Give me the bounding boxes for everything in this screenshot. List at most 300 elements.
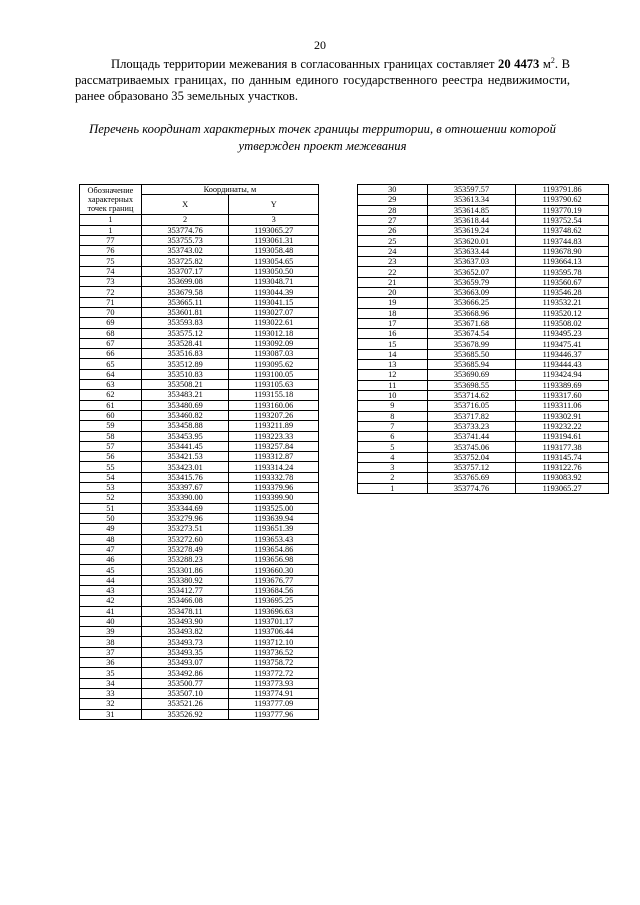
y-coordinate-cell: 1193653.43 — [229, 534, 319, 544]
x-coordinate-cell: 353725.82 — [141, 256, 229, 266]
table-row — [358, 267, 609, 277]
table-row — [358, 215, 609, 225]
x-coordinate-cell: 353493.73 — [141, 637, 229, 647]
point-id-cell: 70 — [80, 307, 142, 317]
y-coordinate-cell: 1193495.23 — [516, 329, 609, 339]
y-coordinate-cell: 1193736.52 — [229, 647, 319, 657]
point-id-cell: 14 — [358, 349, 428, 359]
table-row — [80, 637, 319, 647]
point-id-cell: 21 — [358, 277, 428, 287]
x-coordinate-cell: 353516.83 — [141, 349, 229, 359]
x-coordinate-cell: 353441.45 — [141, 441, 229, 451]
y-coordinate-cell: 1193744.83 — [516, 236, 609, 246]
table-row — [80, 328, 319, 338]
point-id-cell: 39 — [80, 627, 142, 637]
y-coordinate-cell: 1193145.74 — [516, 452, 609, 462]
y-coordinate-cell: 1193701.17 — [229, 616, 319, 626]
table-row — [80, 266, 319, 276]
table-row — [80, 441, 319, 451]
point-id-cell: 35 — [80, 668, 142, 678]
x-coordinate-cell: 353575.12 — [141, 328, 229, 338]
table-row — [358, 473, 609, 483]
point-id-cell: 52 — [80, 493, 142, 503]
x-coordinate-cell: 353478.11 — [141, 606, 229, 616]
header-y: Y — [229, 195, 319, 215]
y-coordinate-cell: 1193012.18 — [229, 328, 319, 338]
point-id-cell: 59 — [80, 421, 142, 431]
header-coordinates: Координаты, м — [141, 185, 318, 195]
table-row — [358, 308, 609, 318]
point-id-cell: 15 — [358, 339, 428, 349]
table-row — [80, 318, 319, 328]
x-coordinate-cell: 353668.96 — [427, 308, 516, 318]
x-coordinate-cell: 353458.88 — [141, 421, 229, 431]
table-row — [80, 390, 319, 400]
point-id-cell: 55 — [80, 462, 142, 472]
table-row — [358, 185, 609, 195]
table-row — [80, 616, 319, 626]
x-coordinate-cell: 353620.01 — [427, 236, 516, 246]
x-coordinate-cell: 353528.41 — [141, 338, 229, 348]
table-row — [80, 431, 319, 441]
table-row — [358, 349, 609, 359]
y-coordinate-cell: 1193758.72 — [229, 658, 319, 668]
y-coordinate-cell: 1193207.26 — [229, 410, 319, 420]
point-id-cell: 43 — [80, 585, 142, 595]
x-coordinate-cell: 353273.51 — [141, 524, 229, 534]
x-coordinate-cell: 353390.00 — [141, 493, 229, 503]
table-row — [80, 534, 319, 544]
table-row — [80, 575, 319, 585]
table-row — [358, 463, 609, 473]
y-coordinate-cell: 1193774.91 — [229, 688, 319, 698]
y-coordinate-cell: 1193211.89 — [229, 421, 319, 431]
x-coordinate-cell: 353717.82 — [427, 411, 516, 421]
x-coordinate-cell: 353278.49 — [141, 544, 229, 554]
x-coordinate-cell: 353755.73 — [141, 235, 229, 245]
x-coordinate-cell: 353493.35 — [141, 647, 229, 657]
table-row — [80, 688, 319, 698]
y-coordinate-cell: 1193475.41 — [516, 339, 609, 349]
point-id-cell: 3 — [358, 463, 428, 473]
y-coordinate-cell: 1193379.96 — [229, 483, 319, 493]
point-id-cell: 19 — [358, 298, 428, 308]
x-coordinate-cell: 353453.95 — [141, 431, 229, 441]
table-row — [358, 205, 609, 215]
y-coordinate-cell: 1193712.10 — [229, 637, 319, 647]
table-row — [358, 401, 609, 411]
table-right-body — [358, 185, 609, 494]
x-coordinate-cell: 353699.08 — [141, 277, 229, 287]
y-coordinate-cell: 1193446.37 — [516, 349, 609, 359]
table-caption: Перечень координат характерных точек границы территории, в отношении которой утвержден проект межевания — [89, 122, 556, 153]
point-id-cell: 34 — [80, 678, 142, 688]
table-row — [80, 287, 319, 297]
x-coordinate-cell: 353745.06 — [427, 442, 516, 452]
y-coordinate-cell: 1193790.62 — [516, 195, 609, 205]
table-row — [80, 658, 319, 668]
table-row — [80, 627, 319, 637]
point-id-cell: 5 — [358, 442, 428, 452]
x-coordinate-cell: 353757.12 — [427, 463, 516, 473]
table-row — [358, 298, 609, 308]
x-coordinate-cell: 353666.25 — [427, 298, 516, 308]
y-coordinate-cell: 1193389.69 — [516, 380, 609, 390]
x-coordinate-cell: 353597.57 — [427, 185, 516, 195]
point-id-cell: 56 — [80, 452, 142, 462]
point-id-cell: 75 — [80, 256, 142, 266]
table-row — [80, 699, 319, 709]
y-coordinate-cell: 1193177.38 — [516, 442, 609, 452]
point-id-cell: 67 — [80, 338, 142, 348]
intro-line-1: Площадь территории межевания в согласованных границах составляет — [111, 57, 495, 71]
y-coordinate-cell: 1193232.22 — [516, 421, 609, 431]
point-id-cell: 77 — [80, 235, 142, 245]
table-row — [358, 411, 609, 421]
point-id-cell: 48 — [80, 534, 142, 544]
point-id-cell: 9 — [358, 401, 428, 411]
table-row — [358, 421, 609, 431]
point-id-cell: 6 — [358, 432, 428, 442]
table-row — [358, 329, 609, 339]
y-coordinate-cell: 1193546.28 — [516, 287, 609, 297]
y-coordinate-cell: 1193791.86 — [516, 185, 609, 195]
x-coordinate-cell: 353671.68 — [427, 318, 516, 328]
y-coordinate-cell: 1193022.61 — [229, 318, 319, 328]
point-id-cell: 38 — [80, 637, 142, 647]
y-coordinate-cell: 1193520.12 — [516, 308, 609, 318]
x-coordinate-cell: 353741.44 — [427, 432, 516, 442]
y-coordinate-cell: 1193752.54 — [516, 215, 609, 225]
point-id-cell: 74 — [80, 266, 142, 276]
x-coordinate-cell: 353733.23 — [427, 421, 516, 431]
y-coordinate-cell: 1193083.92 — [516, 473, 609, 483]
table-row — [358, 380, 609, 390]
y-coordinate-cell: 1193532.21 — [516, 298, 609, 308]
x-coordinate-cell: 353633.44 — [427, 246, 516, 256]
point-id-cell: 54 — [80, 472, 142, 482]
y-coordinate-cell: 1193095.62 — [229, 359, 319, 369]
table-row — [358, 246, 609, 256]
y-coordinate-cell: 1193770.19 — [516, 205, 609, 215]
y-coordinate-cell: 1193065.27 — [516, 483, 609, 493]
y-coordinate-cell: 1193560.67 — [516, 277, 609, 287]
x-coordinate-cell: 353614.85 — [427, 205, 516, 215]
point-id-cell: 71 — [80, 297, 142, 307]
y-coordinate-cell: 1193660.30 — [229, 565, 319, 575]
point-id-cell: 61 — [80, 400, 142, 410]
table-row — [80, 668, 319, 678]
point-id-cell: 25 — [358, 236, 428, 246]
x-coordinate-cell: 353774.76 — [427, 483, 516, 493]
y-coordinate-cell: 1193773.93 — [229, 678, 319, 688]
x-coordinate-cell: 353508.21 — [141, 380, 229, 390]
table-row — [80, 452, 319, 462]
point-id-cell: 10 — [358, 390, 428, 400]
y-coordinate-cell: 1193048.71 — [229, 277, 319, 287]
x-coordinate-cell: 353659.79 — [427, 277, 516, 287]
x-coordinate-cell: 353652.07 — [427, 267, 516, 277]
point-id-cell: 20 — [358, 287, 428, 297]
point-id-cell: 36 — [80, 658, 142, 668]
x-coordinate-cell: 353716.05 — [427, 401, 516, 411]
y-coordinate-cell: 1193041.15 — [229, 297, 319, 307]
table-row — [80, 503, 319, 513]
header-number-3: 3 — [229, 215, 319, 225]
table-row — [80, 555, 319, 565]
y-coordinate-cell: 1193695.25 — [229, 596, 319, 606]
point-id-cell: 28 — [358, 205, 428, 215]
x-coordinate-cell: 353613.34 — [427, 195, 516, 205]
point-id-cell: 31 — [80, 709, 142, 719]
x-coordinate-cell: 353526.92 — [141, 709, 229, 719]
y-coordinate-cell: 1193050.50 — [229, 266, 319, 276]
table-row — [80, 462, 319, 472]
point-id-cell: 72 — [80, 287, 142, 297]
table-row — [80, 647, 319, 657]
table-row — [80, 585, 319, 595]
point-id-cell: 62 — [80, 390, 142, 400]
area-unit: м — [542, 57, 551, 71]
point-id-cell: 1 — [80, 225, 142, 235]
x-coordinate-cell: 353674.54 — [427, 329, 516, 339]
y-coordinate-cell: 1193424.94 — [516, 370, 609, 380]
intro-rest: . В рассматриваемых границах, по данным единого государственного реестра недвижимости, ранее образовано 35 земельных участков. — [75, 57, 571, 103]
area-unit-exponent: 2 — [550, 55, 555, 65]
y-coordinate-cell: 1193312.87 — [229, 452, 319, 462]
x-coordinate-cell: 353412.77 — [141, 585, 229, 595]
x-coordinate-cell: 353380.92 — [141, 575, 229, 585]
point-id-cell: 46 — [80, 555, 142, 565]
point-id-cell: 13 — [358, 360, 428, 370]
y-coordinate-cell: 1193399.90 — [229, 493, 319, 503]
y-coordinate-cell: 1193525.00 — [229, 503, 319, 513]
point-id-cell: 58 — [80, 431, 142, 441]
y-coordinate-cell: 1193444.43 — [516, 360, 609, 370]
x-coordinate-cell: 353493.82 — [141, 627, 229, 637]
table-row — [80, 472, 319, 482]
y-coordinate-cell: 1193065.27 — [229, 225, 319, 235]
table-row — [358, 287, 609, 297]
table-row — [358, 432, 609, 442]
intro-paragraph — [75, 56, 570, 104]
x-coordinate-cell: 353493.07 — [141, 658, 229, 668]
table-row — [358, 195, 609, 205]
table-row — [80, 513, 319, 523]
y-coordinate-cell: 1193654.86 — [229, 544, 319, 554]
x-coordinate-cell: 353679.58 — [141, 287, 229, 297]
point-id-cell: 1 — [358, 483, 428, 493]
x-coordinate-cell: 353279.96 — [141, 513, 229, 523]
point-id-cell: 49 — [80, 524, 142, 534]
table-row — [80, 524, 319, 534]
table-row — [80, 483, 319, 493]
table-row — [80, 410, 319, 420]
coordinates-table-left — [79, 184, 319, 720]
y-coordinate-cell: 1193706.44 — [229, 627, 319, 637]
table-row — [80, 277, 319, 287]
point-id-cell: 51 — [80, 503, 142, 513]
table-left-body — [80, 225, 319, 719]
point-id-cell: 68 — [80, 328, 142, 338]
header-x: X — [141, 195, 229, 215]
point-id-cell: 40 — [80, 616, 142, 626]
point-id-cell: 76 — [80, 246, 142, 256]
table-row — [358, 339, 609, 349]
y-coordinate-cell: 1193696.63 — [229, 606, 319, 616]
x-coordinate-cell: 353685.94 — [427, 360, 516, 370]
y-coordinate-cell: 1193160.06 — [229, 400, 319, 410]
x-coordinate-cell: 353460.82 — [141, 410, 229, 420]
y-coordinate-cell: 1193777.96 — [229, 709, 319, 719]
y-coordinate-cell: 1193332.78 — [229, 472, 319, 482]
table-row — [80, 421, 319, 431]
point-id-cell: 44 — [80, 575, 142, 585]
table-row — [80, 235, 319, 245]
x-coordinate-cell: 353774.76 — [141, 225, 229, 235]
point-id-cell: 73 — [80, 277, 142, 287]
y-coordinate-cell: 1193748.62 — [516, 226, 609, 236]
x-coordinate-cell: 353483.21 — [141, 390, 229, 400]
point-id-cell: 32 — [80, 699, 142, 709]
y-coordinate-cell: 1193311.06 — [516, 401, 609, 411]
point-id-cell: 4 — [358, 452, 428, 462]
x-coordinate-cell: 353272.60 — [141, 534, 229, 544]
table-row — [358, 236, 609, 246]
y-coordinate-cell: 1193302.91 — [516, 411, 609, 421]
point-id-cell: 37 — [80, 647, 142, 657]
point-id-cell: 69 — [80, 318, 142, 328]
x-coordinate-cell: 353637.03 — [427, 257, 516, 267]
point-id-cell: 12 — [358, 370, 428, 380]
table-row — [80, 544, 319, 554]
x-coordinate-cell: 353714.62 — [427, 390, 516, 400]
y-coordinate-cell: 1193678.90 — [516, 246, 609, 256]
y-coordinate-cell: 1193100.05 — [229, 369, 319, 379]
table-row — [80, 349, 319, 359]
x-coordinate-cell: 353707.17 — [141, 266, 229, 276]
table-row — [358, 442, 609, 452]
x-coordinate-cell: 353765.69 — [427, 473, 516, 483]
table-row — [358, 483, 609, 493]
point-id-cell: 57 — [80, 441, 142, 451]
table-row — [80, 380, 319, 390]
header-number-2: 2 — [141, 215, 229, 225]
x-coordinate-cell: 353663.09 — [427, 287, 516, 297]
x-coordinate-cell: 353619.24 — [427, 226, 516, 236]
table-row — [80, 338, 319, 348]
x-coordinate-cell: 353344.69 — [141, 503, 229, 513]
table-row — [80, 493, 319, 503]
y-coordinate-cell: 1193772.72 — [229, 668, 319, 678]
point-id-cell: 2 — [358, 473, 428, 483]
point-id-cell: 27 — [358, 215, 428, 225]
x-coordinate-cell: 353601.81 — [141, 307, 229, 317]
x-coordinate-cell: 353423.01 — [141, 462, 229, 472]
x-coordinate-cell: 353512.89 — [141, 359, 229, 369]
point-id-cell: 18 — [358, 308, 428, 318]
x-coordinate-cell: 353466.08 — [141, 596, 229, 606]
table-row — [80, 297, 319, 307]
x-coordinate-cell: 353618.44 — [427, 215, 516, 225]
y-coordinate-cell: 1193508.02 — [516, 318, 609, 328]
point-id-cell: 64 — [80, 369, 142, 379]
point-id-cell: 50 — [80, 513, 142, 523]
point-id-cell: 11 — [358, 380, 428, 390]
y-coordinate-cell: 1193664.13 — [516, 257, 609, 267]
x-coordinate-cell: 353421.53 — [141, 452, 229, 462]
table-row — [80, 256, 319, 266]
point-id-cell: 53 — [80, 483, 142, 493]
point-id-cell: 63 — [80, 380, 142, 390]
table-row — [358, 390, 609, 400]
table-row — [80, 709, 319, 719]
y-coordinate-cell: 1193092.09 — [229, 338, 319, 348]
x-coordinate-cell: 353685.50 — [427, 349, 516, 359]
x-coordinate-cell: 353698.55 — [427, 380, 516, 390]
page-number: 20 — [314, 38, 326, 52]
point-id-cell: 26 — [358, 226, 428, 236]
point-id-cell: 45 — [80, 565, 142, 575]
y-coordinate-cell: 1193061.31 — [229, 235, 319, 245]
table-row — [80, 565, 319, 575]
table-row — [358, 277, 609, 287]
point-id-cell: 7 — [358, 421, 428, 431]
y-coordinate-cell: 1193317.60 — [516, 390, 609, 400]
point-id-cell: 66 — [80, 349, 142, 359]
y-coordinate-cell: 1193194.61 — [516, 432, 609, 442]
point-id-cell: 33 — [80, 688, 142, 698]
x-coordinate-cell: 353480.69 — [141, 400, 229, 410]
point-id-cell: 24 — [358, 246, 428, 256]
table-row — [80, 678, 319, 688]
x-coordinate-cell: 353510.83 — [141, 369, 229, 379]
point-id-cell: 29 — [358, 195, 428, 205]
x-coordinate-cell: 353743.02 — [141, 246, 229, 256]
y-coordinate-cell: 1193223.33 — [229, 431, 319, 441]
x-coordinate-cell: 353507.10 — [141, 688, 229, 698]
x-coordinate-cell: 353593.83 — [141, 318, 229, 328]
y-coordinate-cell: 1193087.03 — [229, 349, 319, 359]
x-coordinate-cell: 353500.77 — [141, 678, 229, 688]
point-id-cell: 8 — [358, 411, 428, 421]
x-coordinate-cell: 353415.76 — [141, 472, 229, 482]
x-coordinate-cell: 353492.86 — [141, 668, 229, 678]
point-id-cell: 16 — [358, 329, 428, 339]
table-row — [358, 360, 609, 370]
x-coordinate-cell: 353288.23 — [141, 555, 229, 565]
table-row — [80, 359, 319, 369]
x-coordinate-cell: 353690.69 — [427, 370, 516, 380]
y-coordinate-cell: 1193122.76 — [516, 463, 609, 473]
table-row — [358, 452, 609, 462]
y-coordinate-cell: 1193684.56 — [229, 585, 319, 595]
y-coordinate-cell: 1193058.48 — [229, 246, 319, 256]
y-coordinate-cell: 1193639.94 — [229, 513, 319, 523]
point-id-cell: 47 — [80, 544, 142, 554]
point-id-cell: 22 — [358, 267, 428, 277]
y-coordinate-cell: 1193105.63 — [229, 380, 319, 390]
table-row — [80, 606, 319, 616]
y-coordinate-cell: 1193155.18 — [229, 390, 319, 400]
y-coordinate-cell: 1193314.24 — [229, 462, 319, 472]
area-value: 20 4473 — [498, 57, 540, 71]
y-coordinate-cell: 1193676.77 — [229, 575, 319, 585]
point-id-cell: 23 — [358, 257, 428, 267]
y-coordinate-cell: 1193595.78 — [516, 267, 609, 277]
y-coordinate-cell: 1193257.84 — [229, 441, 319, 451]
y-coordinate-cell: 1193027.07 — [229, 307, 319, 317]
